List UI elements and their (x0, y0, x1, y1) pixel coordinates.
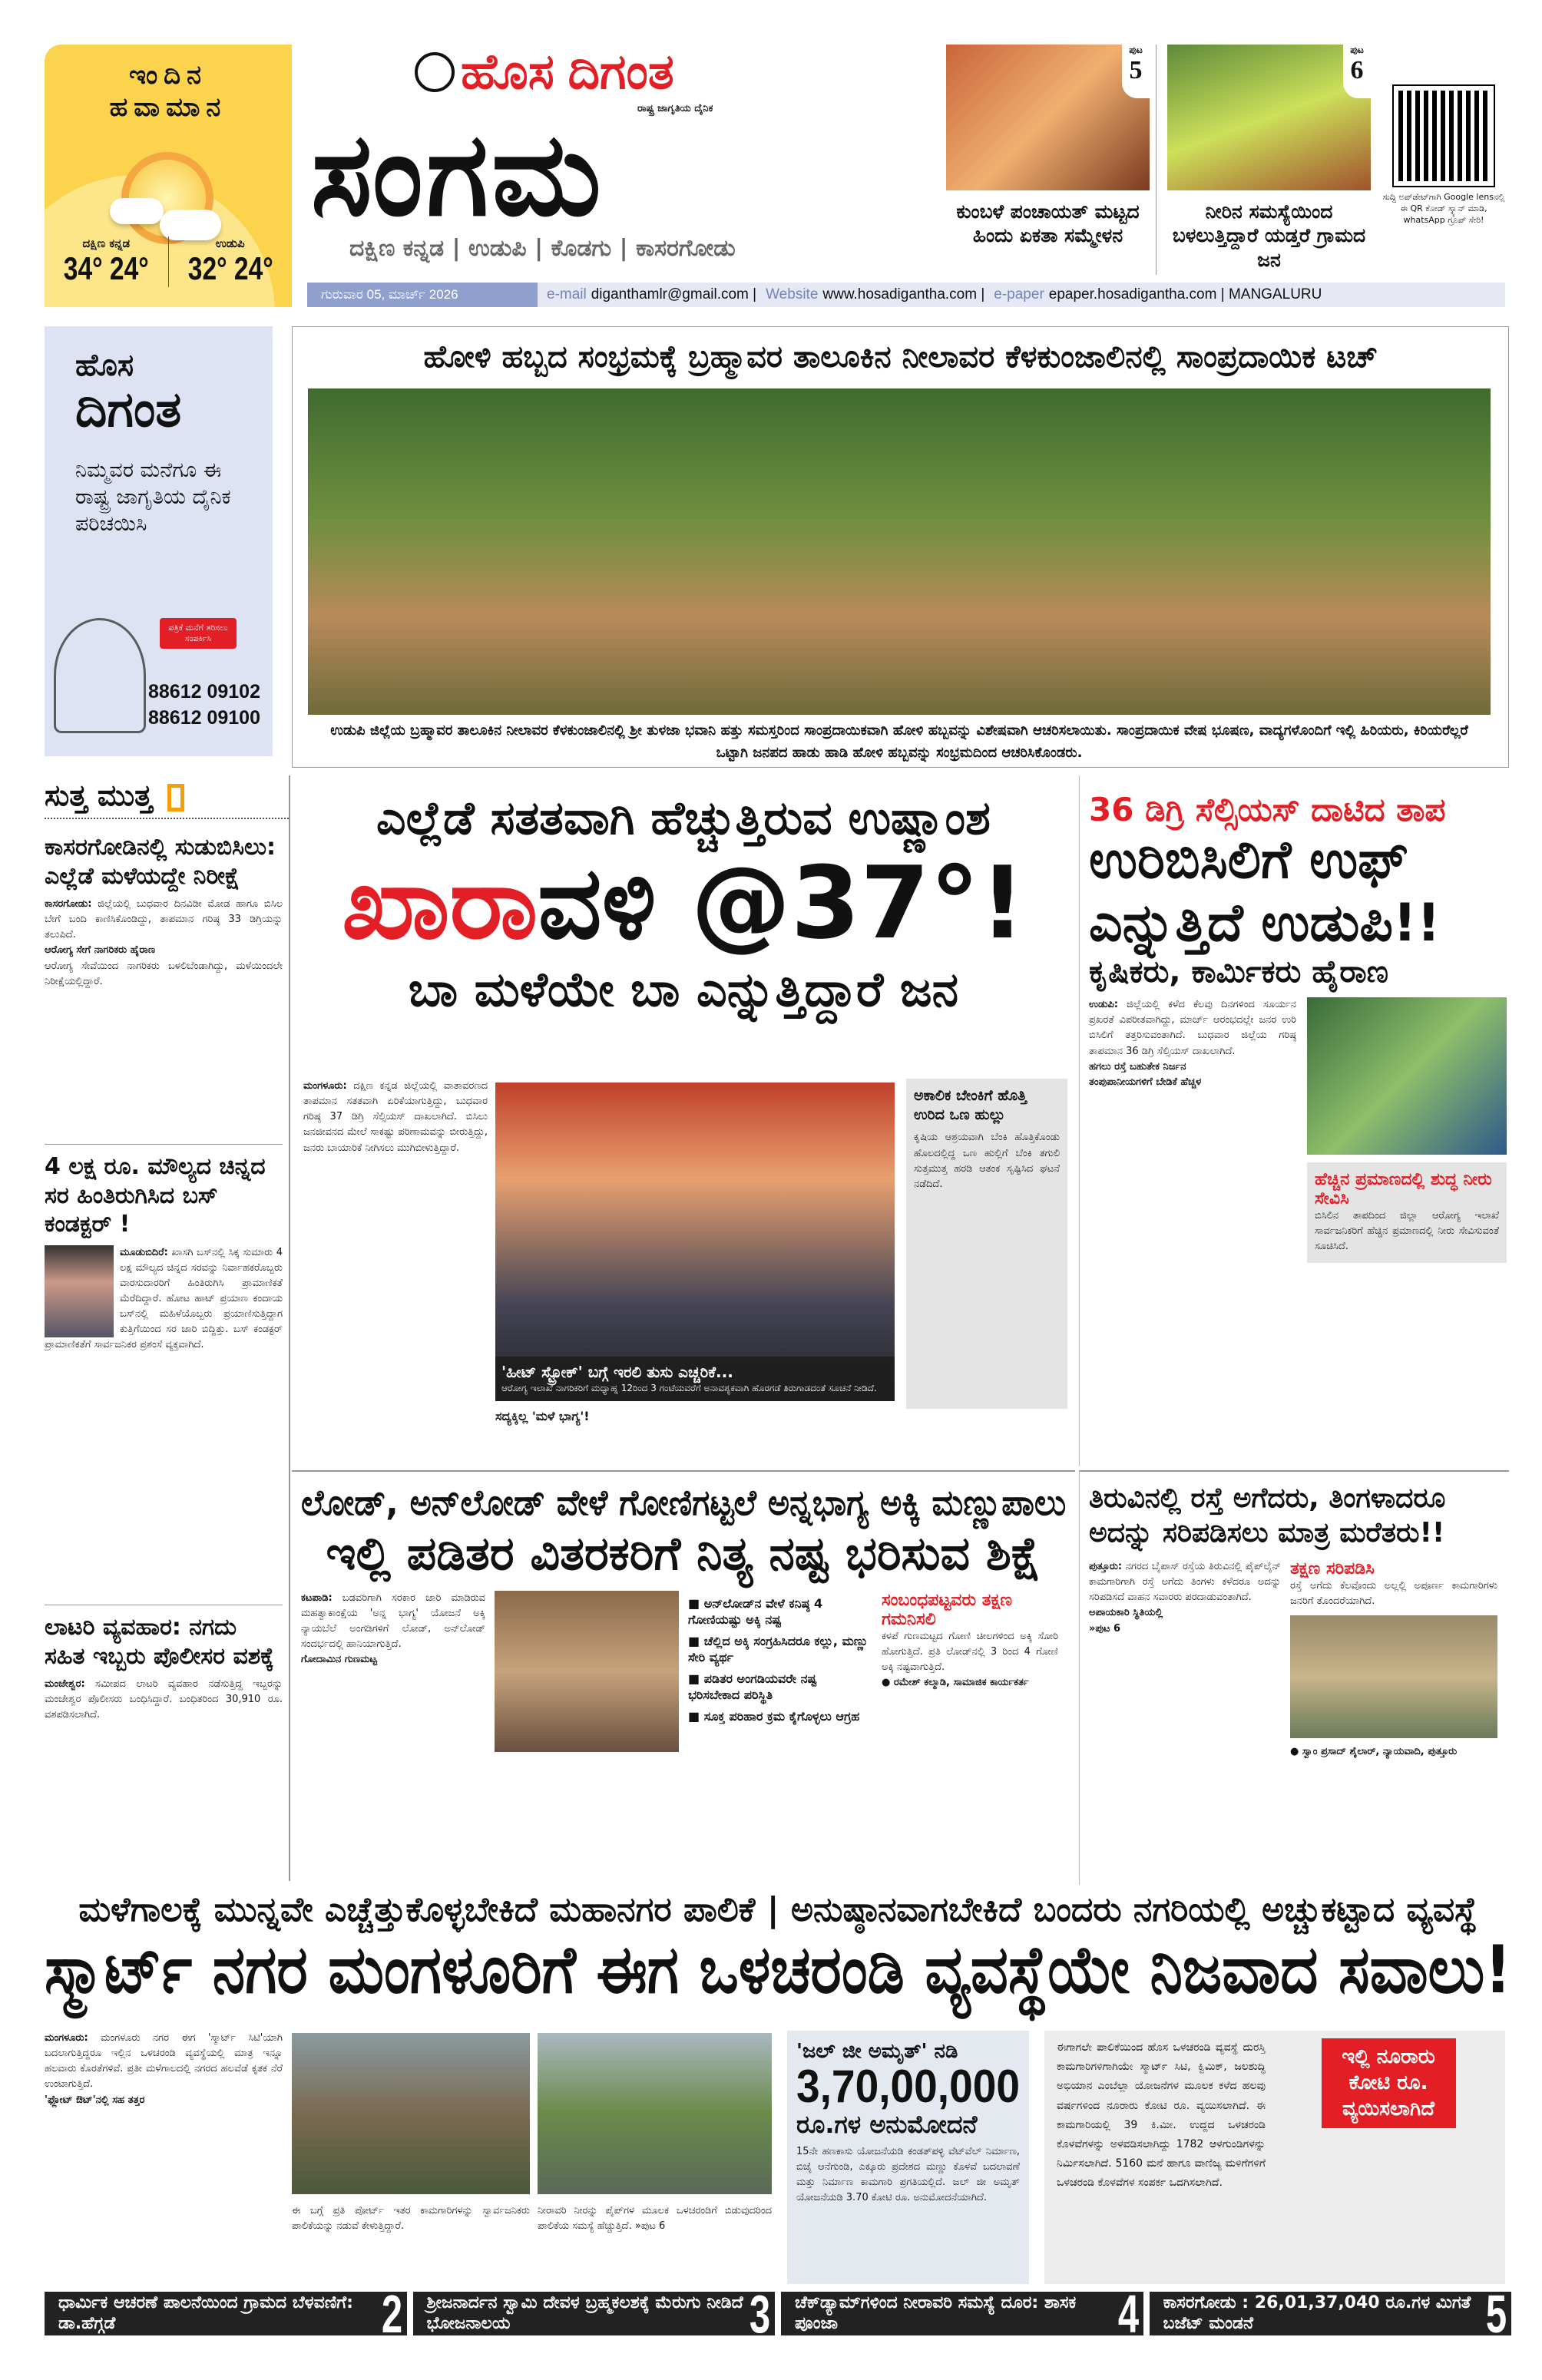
website-link[interactable]: www.hosadigantha.com (822, 286, 978, 302)
dug-road-photo (1290, 1615, 1497, 1738)
inside-pages-strip (45, 2292, 1511, 2335)
drainage-body-2: ಈ ಬಗ್ಗೆ ಪ್ರತಿ ಪೋರ್ಟ್ ಇತರ ಕಾಮಗಾರಿಗಳನ್ನು ಸ್ವಾರ್ವಜನಿಕರು ಪಾಲಿಕೆಯನ್ನು ನಡುವೆ ಕೇಳುತ್ತಿದ್ದಾರೆ. (292, 2205, 530, 2233)
edition-city: MANGALURU (1228, 286, 1322, 302)
cyclist-illustration (54, 618, 146, 733)
drainage-body: ಮಂಗಳೂರು: ಮಂಗಳೂರು ನಗರ ಈಗ 'ಸ್ಮಾರ್ಟ್ ಸಿಟಿ'ಯಾಗಿ ಬದಲಾಗುತ್ತಿದ್ದರೂ ಇಲ್ಲಿನ ಒಳಚರಂಡಿ ವ್ಯವಸ್ಥೆಯಲ್ಲಿ ಮಾತ್ರ ಇನ್ನೂ ಹಲವಾರು ಕೊರತೆಗಳಿವೆ. ಪ್ರತೀ ಮಳೆಗಾಲದಲ್ಲಿ ನಗರದ ಹಲವೆಡೆ ಕೃತಕ ನೆರೆ ಉಂಟಾಗುತ್ತಿದೆ. 'ಫ್ಲೋಟ್ ಔಟ್'ನಲ್ಲಿ ಸಹ ತತ್ತರ (45, 2032, 283, 2106)
drainage-photo-1 (292, 2033, 530, 2194)
teaser-page-6[interactable]: ಪುಟ 6 ನೀರಿನ ಸಮಸ್ಯೆಯಿಂದ ಬಳಲುತ್ತಿದ್ದಾರೆ ಯಡ್ತರೆ ಗ್ರಾಮದ ಜನ (1167, 45, 1371, 272)
jal-jeevan-box: 'ಜಲ್ ಜೀ ಅಮೃತ್' ನಡಿ 3,70,00,000 ರೂ.ಗಳ ಅನುಮೋದನೆ 15ನೇ ಹಣಕಾಸು ಯೋಜನೆಯಡಿ ಕಂಡತ್‌ಪಳ್ಳಿ ವೆಟ್‌ವೆಲ್ ನಿರ್ಮಾಣ, ಬಿಜೈ ಆನೆಗುಂಡಿ, ಎಕ್ಕೂರು ಪ್ರದೇಶದ ಮಣ್ಣು ಕೊಳವೆ ಬದಲಾವಣೆ ಮತ್ತು ನಿರ್ಮಾಣ ಕಾಮಗಾರಿ ಪ್ರಗತಿಯಲ್ಲಿದೆ. ಜಲ್ ಜೀ ಅಮೃತ್ ಯೋಜನೆಯಡಿ 3.70 ಕೋಟಿ ರೂ. ಅನುಮೋದನೆಯಾಗಿದೆ. (787, 2031, 1029, 2284)
issue-date: ಗುರುವಾರ 05, ಮಾರ್ಚ್ 2026 (307, 283, 538, 307)
lead-sidebar: ಅಕಾಲಿಕ ಬೇಂಕಿಗೆ ಹೊತ್ತಿ ಉರಿದ ಒಣ ಹುಲ್ಲು ಕೃಷಿಯ ಆಶ್ರಯವಾಗಿ ಬೆಂಕಿ ಹೊತ್ತಿಕೊಂಡು ಹೊಲದಲ್ಲಿದ್ದ ಒಣ ಹುಲ್ಲಿಗೆ ಬೆಂಕಿ ತಗುಲಿ ಸುತ್ತಮುತ್ತ ಹರಡಿ ಆತಂಕ ಸೃಷ್ಟಿಸಿದ ಘಟನೆ ನಡೆದಿದೆ. (906, 1079, 1067, 1409)
weather-title: ಇಂದಿನ (128, 60, 208, 91)
udupi-story: 36 ಡಿಗ್ರಿ ಸೆಲ್ಸಿಯಸ್ ದಾಟಿದ ತಾಪ ಉರಿಬಿಸಿಲಿಗೆ ಉಫ್ ಎನ್ನುತ್ತಿದೆ ಉಡುಪಿ!! ಕೃಷಿಕರು, ಕಾರ್ಮಿಕರು ಹೈರಾಣ ಉಡುಪಿ: ಜಿಲ್ಲೆಯಲ್ಲಿ ಕಳೆದ ಕೆಲವು ದಿನಗಳಿಂದ ಸೂರ್ಯನ ಪ್ರಖರತೆ ವಿಪರೀತವಾಗಿದ್ದು, ಮಾರ್ಚ್ ಆರಂಭದಲ್ಲೇ ಜನರ ಉರಿ ಬಿಸಿಲಿಗೆ ತತ್ತರಿಸುವಂತಾಗಿದೆ. ಬುಧವಾರ ಜಿಲ್ಲೆಯ ಗರಿಷ್ಠ ತಾಪಮಾನ 36 ಡಿಗ್ರಿ ಸೆಲ್ಸಿಯಸ್ ದಾಖಲಾಗಿದೆ. ಹಗಲು ರಸ್ತೆ ಬಹುತೇಕ ನಿರ್ಜನ ತಂಪುಪಾನೀಯಗಳಿಗೆ ಬೇಡಿಕೆ ಹೆಚ್ಚಳ ಹೆಚ್ಚಿನ ಪ್ರಮಾಣದಲ್ಲಿ ಶುದ್ಧ ನೀರು ಸೇವಿಸಿ ಬಿಸಿಲಿನ ತಾಪದಿಂದ ಜಿಲ್ಲಾ ಆರೋಗ್ಯ ಇಲಾಖೆ ಸಾರ್ವಜನಿಕರಿಗೆ ಹೆಚ್ಚಿನ ಪ್ರಮಾಣದಲ್ಲಿ ನೀರು ಸೇವಿಸುವಂತೆ ಸೂಚಿಸಿದೆ. (1079, 775, 1509, 1466)
teaser-photo: ಪುಟ 6 (1167, 45, 1371, 190)
phone-number: 88612 09102 (148, 681, 260, 702)
drainage-photo-2 (538, 2033, 772, 2194)
edition-title: ಸಂಗಮ (311, 110, 604, 239)
weather-title-2: ಹವಾಮಾನ (109, 92, 227, 123)
story-bus-conductor: 4 ಲಕ್ಷ ರೂ. ಮೌಲ್ಯದ ಚಿನ್ನದ ಸರ ಹಿಂತಿರುಗಿಸಿದ ಬಸ್ ಕಂಡಕ್ಟರ್ ! ಮೂಡುಬಿದಿರೆ: ಖಾಸಗಿ ಬಸ್‌ನಲ್ಲಿ ಸಿಕ್ಕ ಸುಮಾರು 4 ಲಕ್ಷ ಮೌಲ್ಯದ ಚಿನ್ನದ ಸರವನ್ನು ನಿರ್ವಾಹಕರೊಬ್ಬರು ವಾರಸುದಾರರಿಗೆ ಹಿಂತಿರುಗಿಸಿ ಪ್ರಾಮಾಣಿಕತೆ ಮೆರೆದಿದ್ದಾರೆ. ಹೋಟ ಹಾಟ್ ಪ್ರಯಾಣ ಕಂದಾಯ ಬಸ್‌ನಲ್ಲಿ ಮಹಿಳೆಯೊಬ್ಬರು ಪ್ರಯಾಣಿಸುತ್ತಿದ್ದಾಗ ಕುತ್ತಿಗೆಯಿಂದ ಸರ ಜಾರಿ ಬಿದ್ದಿತ್ತು. ಬಸ್ ಕಂಡಕ್ಟರ್ ಪ್ರಾಮಾಣಿಕತೆಗೆ ಸಾರ್ವಜನಿಕರ ಪ್ರಶಂಸೆ ವ್ಯಕ್ತವಾಗಿದೆ. (45, 1144, 283, 1353)
edition-regions: ದಕ್ಷಿಣ ಕನ್ನಡ | ಉಡುಪಿ | ಕೊಡಗು | ಕಾಸರಗೋಡು (349, 235, 736, 262)
door-icon (167, 784, 184, 812)
lead-headline: ಎಲ್ಲೆಡೆ ಸತತವಾಗಿ ಹೆಚ್ಚುತ್ತಿರುವ ಉಷ್ಣಾಂಶ ಖಾರಾವಳಿ @37°! ಬಾ ಮಳೆಯೇ ಬಾ ಎನ್ನುತ್ತಿದ್ದಾರೆ ಜನ (342, 792, 1025, 1017)
child-coconut-photo (1307, 997, 1507, 1155)
email-link[interactable]: diganthamlr@gmail.com (591, 286, 749, 302)
lead-photo: 'ಹೀಟ್ ಸ್ಟ್ರೋಕ್' ಬಗ್ಗೆ ಇರಲಿ ತುಸು ಎಚ್ಚರಿಕೆ... ಆರೋಗ್ಯ ಇಲಾಖೆ ನಾಗರಿಕರಿಗೆ ಮಧ್ಯಾಹ್ನ 12ರಿಂದ 3 ಗಂಟೆಯವರೆಗೆ ಅನಾವಶ್ಯಕವಾಗಿ ಹೊರಗಡೆ ತಿರುಗಾಡದಂತೆ ಸೂಚನೆ ನೀಡಿದೆ. (495, 1083, 895, 1401)
story-lottery: ಲಾಟರಿ ವ್ಯವಹಾರ: ನಗದು ಸಹಿತ ಇಬ್ಬರು ಪೊಲೀಸರ ವಶಕ್ಕೆ ಮಂಜೇಶ್ವರ: ಸಮೀಪದ ಲಾಟರಿ ವ್ಯವಹಾರ ನಡೆಸುತ್ತಿದ್ದ ಇಬ್ಬರನ್ನು ಮಂಜೇಶ್ವರ ಪೊಲೀಸರು ಬಂಧಿಸಿದ್ದಾರೆ. ಬಂಧಿತರಿಂದ 30,910 ರೂ. ವಶಪಡಿಸಲಾಗಿದೆ. (45, 1605, 283, 1723)
section-title: ಸುತ್ತ ಮುತ್ತ (45, 775, 289, 819)
top-photo-story (292, 326, 1509, 768)
drainage-body-3: ನೀರಾವರಿ ನೀರನ್ನು ಪೈಪ್‌ಗಳ ಮೂಲಕ ಒಳಚರಂಡಿಗೆ ಬಿಡುವುದರಿಂದ ಪಾಲಿಕೆಯ ಸಮಸ್ಯೆ ಹೆಚ್ಚುತ್ತಿದೆ. »ಪುಟ 6 (538, 2205, 772, 2233)
brand-logo: ಹೊಸ ದಿಗಂತ (461, 44, 674, 99)
footer-teaser[interactable]: ಚೆಕ್‌ಡ್ಯಾಮ್‌ಗಳಿಂದ ನೀರಾವರಿ ಸಮಸ್ಯೆ ದೂರ: ಶಾಸಕ ಪೂಂಜಾ 4 (781, 2292, 1143, 2335)
drainage-gray-box: ಈಗಾಗಲೇ ಪಾಲಿಕೆಯಿಂದ ಹೊಸ ಒಳಚರಂಡಿ ವ್ಯವಸ್ಥೆ ದುರಸ್ತಿ ಕಾಮಗಾರಿಗಳಿಗಾಗಿಯೇ ಸ್ಮಾರ್ಟ್ ಸಿಟಿ, ಕ್ವಿಮಿಕ್, ಜಲಶುದ್ಧಿ ಅಭಿಯಾನ ಎಂಬೆಲ್ಲಾ ಯೋಜನೆಗಳ ಮೂಲಕ ಕಳೆದ ಹಲವು ವರ್ಷಗಳಿಂದ ನೂರಾರು ಕೋಟಿ ರೂ. ವ್ಯಯಿಸಲಾಗಿದೆ. ಈ ಕಾಮಗಾರಿಯಲ್ಲಿ 39 ಕಿ.ಮೀ. ಉದ್ದದ ಒಳಚರಂಡಿ ಕೊಳವೆಗಳನ್ನು ಅಳವಡಿಸಲಾಗಿದ್ದು 1782 ಆಳಗುಂಡಿಗಳನ್ನು ನಿರ್ಮಿಸಲಾಗಿದೆ. 5160 ಮನೆ ಹಾಗೂ ವಾಣಿಜ್ಯ ಮಳಿಗೆಗಳಿಗೆ ಒಳಚರಂಡಿ ಕೊಳವೆಗಳ ಸಂಪರ್ಕ ಒದಗಿಸಲಾಗಿದೆ. ಇಲ್ಲಿ ನೂರಾರು ಕೋಟಿ ರೂ. ವ್ಯಯಿಸಲಾಗಿದೆ (1044, 2031, 1505, 2284)
footer-teaser[interactable]: ಧಾರ್ಮಿಕ ಆಚರಣೆ ಪಾಲನೆಯಿಂದ ಗ್ರಾಮದ ಬೆಳವಣಿಗೆ: ಡಾ.ಹೆಗ್ಗಡೆ 2 (45, 2292, 407, 2335)
footer-teaser[interactable]: ಕಾಸರಗೋಡು : 26,01,37,040 ರೂ.ಗಳ ಮಿಗತೆ ಬಜೆಟ್ ಮಂಡನೆ 5 (1150, 2292, 1512, 2335)
headline: ಹೋಳಿ ಹಬ್ಬದ ಸಂಭ್ರಮಕ್ಕೆ ಬ್ರಹ್ಮಾವರ ತಾಲೂಕಿನ ನೀಲಾವರ ಕೆಳಕುಂಜಾಲಿನಲ್ಲಿ ಸಾಂಪ್ರದಾಯಿಕ ಟಚ್ (423, 339, 1378, 375)
epaper-link[interactable]: epaper.hosadigantha.com (1048, 286, 1217, 302)
weather-city-2: ಉಡುಪಿ 32° 24° (168, 236, 293, 287)
teaser-photo: ಪುಟ 5 (946, 45, 1150, 190)
phone-number: 88612 09100 (148, 707, 260, 729)
red-callout: ಇಲ್ಲಿ ನೂರಾರು ಕೋಟಿ ರೂ. ವ್ಯಯಿಸಲಾಗಿದೆ (1322, 2038, 1456, 2128)
newspaper-emblem-icon (415, 52, 455, 92)
lead-subhead: ಸದ್ಯಕ್ಕಿಲ್ಲ 'ಮಳೆ ಭಾಗ್ಯ'! (495, 1409, 590, 1423)
qr-caption: ಸುದ್ದಿ ಅಪ್‌ಡೇಟ್‌ಗಾಗಿ Google lensನಲ್ಲಿ ಈ QR ಕೋಡ್ ಸ್ಕ್ಯಾನ್ ಮಾಡಿ, whatsApp ಗ್ರೂಪ್ ಸೇರಿ! (1382, 192, 1505, 225)
road-story: ತಿರುವಿನಲ್ಲಿ ರಸ್ತೆ ಅಗೆದರು, ತಿಂಗಳಾದರೂ ಅದನ್ನು ಸರಿಪಡಿಸಲು ಮಾತ್ರ ಮರೆತರು!! ಪುತ್ತೂರು: ನಗರದ ಬೈಪಾಸ್ ರಸ್ತೆಯ ತಿರುವಿನಲ್ಲಿ ಪೈಪ್‌ಲೈನ್ ಕಾಮಗಾರಿಗಾಗಿ ರಸ್ತೆ ಅಗೆದು ತಿಂಗಳು ಕಳೆದರೂ ಅದನ್ನು ಸರಿಪಡಿಸದೆ ವಾಹನ ಸವಾರರು ಪರದಾಡುವಂತಾಗಿದೆ. ಅಪಾಯಕಾರಿ ಸ್ಥಿತಿಯಲ್ಲಿ »ಪುಟ 6 ತಕ್ಷಣ ಸರಿಪಡಿಸಿ ರಸ್ತೆ ಅಗೆದು ಕೆಲವೊಂದು ಅಲ್ಲಲ್ಲಿ ಅಪೂರ್ಣ ಕಾಮಗಾರಿಗಳು ಜನರಿಗೆ ತೊಂದರೆಯಾಗಿದೆ. ● ಸ್ವಾಂ ಪ್ರಸಾದ್ ಶೈಲಾರ್, ನ್ಯಾಯವಾದಿ, ಪುತ್ತೂರು (1079, 1470, 1509, 1885)
story-kasaragod: ಕಾಸರಗೋಡಿನಲ್ಲಿ ಸುಡುಬಿಸಿಲು: ಎಲ್ಲೆಡೆ ಮಳೆಯದ್ದೇ ನಿರೀಕ್ಷೆ ಕಾಸರಗೋಡು: ಜಿಲ್ಲೆಯಲ್ಲಿ ಬುಧವಾರ ದಿನವಿಡೀ ಮೋಡ ಹಾಗೂ ಬಿಸಿಲ ಬೇಗೆ ಬಂದಿ ಕಾಣಿಸಿಕೊಂಡಿದ್ದು, ತಾಪಮಾನ ಗರಿಷ್ಠ 33 ಡಿಗ್ರಿಯನ್ನು ತಲುಪಿದೆ. ಆರೋಗ್ಯ ಸೇಗೆ ನಾಗರಿಕರು ಹೈರಾಣ ಆರೋಗ್ಯ ಸೇವೆಯಿಂದ ನಾಗರಿಕರು ಬಳಲಿಬೆಂಡಾಗಿದ್ದು, ಮಳೆಯಿಂದಲೇ ನಿರೀಕ್ಷೆಯಲ್ಲಿದ್ದಾರೆ. (45, 834, 283, 987)
lead-body: ಮಂಗಳೂರು: ದಕ್ಷಿಣ ಕನ್ನಡ ಜಿಲ್ಲೆಯಲ್ಲಿ ವಾತಾವರಣದ ತಾಪಮಾನ ಸತತವಾಗಿ ಏರಿಕೆಯಾಗುತ್ತಿದ್ದು, ಬುಧವಾರ ಗರಿಷ್ಠ 37 ಡಿಗ್ರಿ ಸೆಲ್ಸಿಯಸ್ ದಾಖಲಾಗಿದೆ. ಬಿಸಿಲು ಜನಜೀವನದ ಮೇಲೆ ಸಾಕಷ್ಟು ಪರಿಣಾಮವನ್ನು ಬೀರುತ್ತಿದ್ದು, ಜನರು ಬಾಯಾರಿಕೆ ನೀಗಿಸಲು ಮುಗಿಬೀಳುತ್ತಿದ್ದಾರೆ. (303, 1080, 488, 1154)
rice-sack-photo (495, 1591, 679, 1752)
photo-caption: ಉಡುಪಿ ಜಿಲ್ಲೆಯ ಬ್ರಹ್ಮಾವರ ತಾಲೂಕಿನ ನೀಲಾವರ ಕೆಳಕುಂಜಾಲಿನಲ್ಲಿ ಶ್ರೀ ತುಳಜಾ ಭವಾನಿ ಹತ್ತು ಸಮಸ್ತರಿಂದ ಸಾಂಪ್ರದಾಯಿಕವಾಗಿ ಹೋಳಿ ಹಬ್ಬವನ್ನು ವಿಶೇಷವಾಗಿ ಆಚರಿಸಲಾಯಿತು. ಸಾಂಪ್ರದಾಯಿಕ ವೇಷ ಭೂಷಣ, ವಾದ್ಯಗಳೊಂದಿಗೆ ಇಲ್ಲಿ ಹಿರಿಯರು, ಕಿರಿಯರೆಲ್ಲರೆ ಒಟ್ಟಾಗಿ ಜನಪದ ಹಾಡು ಹಾಡಿ ಹೋಳಿ ಹಬ್ಬವನ್ನು ಸಂಭ್ರಮದಿಂದ ಆಚರಿಸಿಕೊಂಡರು. (330, 722, 1468, 761)
weather-city-1: ದಕ್ಷಿಣ ಕನ್ನಡ 34° 24° (63, 236, 149, 286)
left-column (45, 775, 290, 1881)
date-bar: ಗುರುವಾರ 05, ಮಾರ್ಚ್ 2026 e-mail diganthamlr@gmail.com | Website www.hosadigantha.com | e-paper epaper.hosadigantha.com | MANGALURU (307, 283, 1505, 307)
footer-teaser[interactable]: ಶ್ರೀಜನಾರ್ದನ ಸ್ವಾಮಿ ದೇವಳ ಬ್ರಹ್ಮಕಲಶಕ್ಕೆ ಮೆರುಗು ನೀಡಿದೆ ಭೋಜನಾಲಯ 3 (413, 2292, 776, 2335)
brand-tagline: ರಾಷ್ಟ್ರ ಜಾಗೃತಿಯ ದೈನಿಕ (637, 103, 713, 114)
conductor-photo (45, 1245, 114, 1337)
qr-code[interactable] (1394, 86, 1494, 186)
bottom-lead-headline: ಮಳೆಗಾಲಕ್ಕೆ ಮುನ್ನವೇ ಎಚ್ಚೆತ್ತುಕೊಳ್ಳಬೇಕಿದೆ ಮಹಾನಗರ ಪಾಲಿಕೆ | ಅನುಷ್ಠಾನವಾಗಬೇಕಿದೆ ಬಂದರು ನಗರಿಯಲ್ಲಿ ಅಚ್ಚುಕಟ್ಟಾದ ವ್ಯವಸ್ಥೆ ಸ್ಮಾರ್ಟ್ ನಗರ ಮಂಗಳೂರಿಗೆ ಈಗ ಒಳಚರಂಡಿ ವ್ಯವಸ್ಥೆಯೇ ನಿಜವಾದ ಸವಾಲು! (45, 1890, 1512, 2008)
weather-box (45, 45, 292, 307)
subscription-ad: ಹೊಸ ದಿಗಂತ ನಿಮ್ಮವರ ಮನೆಗೂ ಈ ರಾಷ್ಟ್ರ ಜಾಗೃತಿಯ ದೈನಿಕ ಪರಿಚಯಿಸಿ ಪತ್ರಿಕೆ ಮನೆಗೆ ತರಿಸಲು ಸಂಪರ್ಕಿಸಿ 88612 09102 88612 09100 (45, 326, 273, 756)
ration-bullets: ■ ಅನ್‌ಲೋಡ್‌ನ ವೇಳೆ ಕನಿಷ್ಠ 4 ಗೋಣಿಯಷ್ಟು ಅಕ್ಕಿ ನಷ್ಟ ■ ಚೆಲ್ಲಿದ ಅಕ್ಕಿ ಸಂಗ್ರಹಿಸಿದರೂ ಕಲ್ಲು, ಮಣ್ಣು ಸೇರಿ ವ್ಯರ್ಥ ■ ಪಡಿತರ ಅಂಗಡಿಯವರೇ ನಷ್ಟ ಭರಿಸಬೇಕಾದ ಪರಿಸ್ಥಿತಿ ■ ಸೂಕ್ತ ಪರಿಹಾರ ಕ್ರಮ ಕೈಗೊಳ್ಳಲು ಆಗ್ರಹ (688, 1591, 872, 1752)
ration-story: ಲೋಡ್, ಅನ್‌ಲೋಡ್ ವೇಳೆ ಗೋಣಿಗಟ್ಟಲೆ ಅನ್ನಭಾಗ್ಯ ಅಕ್ಕಿ ಮಣ್ಣುಪಾಲು ಇಲ್ಲಿ ಪಡಿತರ ವಿತರಕರಿಗೆ ನಿತ್ಯ ನಷ್ಟ ಭರಿಸುವ ಶಿಕ್ಷೆ ಕಟಪಾಡಿ: ಬಡವರಿಗಾಗಿ ಸರಕಾರ ಜಾರಿ ಮಾಡಿರುವ ಮಹತ್ವಾಕಾಂಕ್ಷೆಯ 'ಅನ್ನ ಭಾಗ್ಯ' ಯೋಜನೆ ಅಕ್ಕಿ ನ್ಯಾಯಬೆಲೆ ಅಂಗಡಿಗಳಿಗೆ ಲೋಡ್, ಅನ್‌ಲೋಡ್ ಸಂದರ್ಭದಲ್ಲಿ ಹಾನಿಯಾಗುತ್ತಿದೆ. ಗೋದಾಮಿನ ಗುಣಮಟ್ಟ ■ ಅನ್‌ಲೋಡ್‌ನ ವೇಳೆ ಕನಿಷ್ಠ 4 ಗೋಣಿಯಷ್ಟು ಅಕ್ಕಿ ನಷ್ಟ ■ ಚೆಲ್ಲಿದ ಅಕ್ಕಿ ಸಂಗ್ರಹಿಸಿದರೂ ಕಲ್ಲು, ಮಣ್ಣು ಸೇರಿ ವ್ಯರ್ಥ ■ ಪಡಿತರ ಅಂಗಡಿಯವರೇ ನಷ್ಟ ಭರಿಸಬೇಕಾದ ಪರಿಸ್ಥಿತಿ ■ ಸೂಕ್ತ ಪರಿಹಾರ ಕ್ರಮ ಕೈಗೊಳ್ಳಲು ಆಗ್ರಹ ಸಂಬಂಧಪಟ್ಟವರು ತಕ್ಷಣ ಗಮನಿಸಲಿ ಕಳಪೆ ಗುಣಮಟ್ಟದ ಗೋಣಿ ಚೀಲಗಳಿಂದ ಅಕ್ಕಿ ಸೋರಿ ಹೋಗುತ್ತಿದೆ. ಪ್ರತಿ ಲೋಡ್‌ನಲ್ಲಿ 3 ರಿಂದ 4 ಗೋಣಿ ಅಕ್ಕಿ ನಷ್ಟವಾಗುತ್ತಿದೆ. ● ರಮೇಶ್ ಕಲ್ಮಾಡಿ, ಸಾಮಾಜಿಕ ಕಾರ್ಯಕರ್ತ (292, 1470, 1075, 1885)
holi-group-photo (308, 388, 1491, 715)
teaser-page-5[interactable]: ಪುಟ 5 ಕುಂಬಳೆ ಪಂಚಾಯತ್ ಮಟ್ಟದ ಹಿಂದು ಏಕತಾ ಸಮ್ಮೇಳನ (946, 45, 1150, 248)
